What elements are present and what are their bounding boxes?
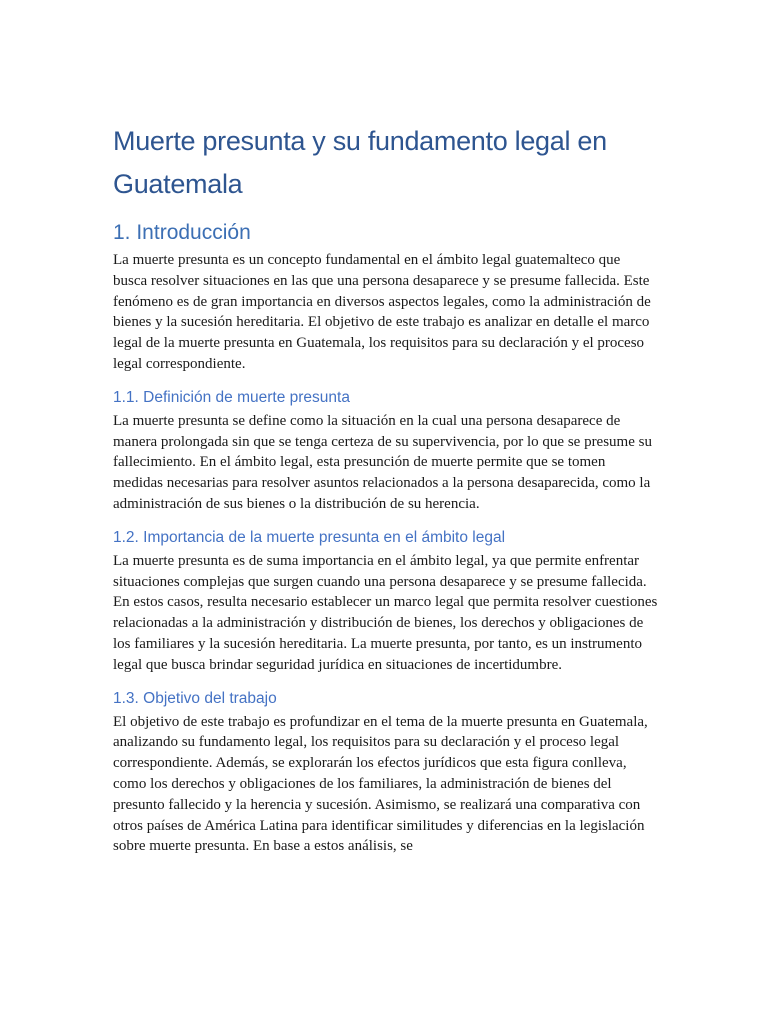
document-title: Muerte presunta y su fundamento legal en Guatemala: [113, 126, 607, 199]
section-heading-importancia: 1.2. Importancia de la muerte presunta en el ámbito legal: [113, 528, 506, 546]
section-paragraph-importancia: La muerte presunta es de suma importancia en el ámbito legal, ya que permite enfrentar situaciones complejas que surgen cuando una persona desaparece y se presume fallecida. En estos casos, resulta necesario establecer un marco legal que permita resolver cuestiones relacionadas a la administración y distribución de bienes, los derechos y obligaciones de los familiares y la sucesión hereditaria. La muerte presunta, por tanto, es un instrumento legal que busca brindar seguridad jurídica en situaciones de incertidumbre.: [113, 552, 658, 673]
section-paragraph-introduccion: La muerte presunta es un concepto fundamental en el ámbito legal guatemalteco que busca resolver situaciones en las que una persona desaparece y se presume fallecida. Este fenómeno es de gran importancia en diversos aspectos legales, como la administración de bienes y la sucesión hereditaria. El objetivo de este trabajo es analizar en detalle el marco legal de la muerte presunta en Guatemala, los requisitos para su declaración y el proceso legal correspondiente.: [113, 252, 651, 372]
document-body: [113, 120, 658, 857]
section-paragraph-definicion: La muerte presunta se define como la situación en la cual una persona desaparece de manera prolongada sin que se tenga certeza de su supervivencia, por lo que se presume su fallecimiento. En el ámbito legal, esta presunción de muerte permite que se tomen medidas necesarias para resolver asuntos relacionados a la persona desaparecida, como la administración de sus bienes o la distribución de su herencia.: [113, 412, 652, 512]
section-heading-objetivo: 1.3. Objetivo del trabajo: [113, 689, 277, 707]
section-heading-introduccion: 1. Introducción: [113, 221, 251, 244]
section-paragraph-objetivo: El objetivo de este trabajo es profundizar en el tema de la muerte presunta en Guatemala, analizando su fundamento legal, los requisitos para su declaración y el proceso legal correspondiente. Además, se explorarán los efectos jurídicos que esta figura conlleva, como los derechos y obligaciones de los familiares, la administración de bienes del presunto fallecido y la herencia y sucesión. Asimismo, se realizará una comparativa con otros países de América Latina para identificar similitudes y diferencias en la legislación sobre muerte presunta. En base a estos análisis, se: [113, 713, 648, 855]
section-heading-definicion: 1.1. Definición de muerte presunta: [113, 388, 350, 406]
